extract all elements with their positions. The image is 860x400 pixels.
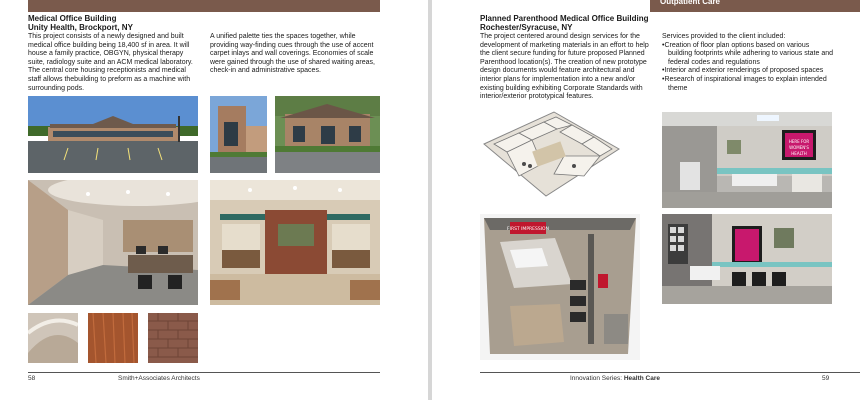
services-list <box>662 42 834 94</box>
description-col-1: The project centered around design services for the development of marketing materials in an effort to help the client secure funding for future proposed Planned Parenthood location(s). The creation of new prototype design documents would feature architectural and interior plans for implementation into a new and/or existing building exhibiting Corporate Standards with interior/exterior prototypical features. <box>480 33 649 101</box>
sign-text: FIRST IMPRESSION <box>507 227 549 232</box>
reception-first-impression-rendering <box>480 214 640 360</box>
left-footer-firm: Smith+Associates Architects <box>118 375 200 382</box>
floor-plan-3d-rendering <box>474 104 626 204</box>
right-header-bar <box>650 0 860 12</box>
brick-swatch <box>148 313 198 363</box>
services-column <box>662 33 834 93</box>
corridor-interior-photo <box>28 180 198 305</box>
title-line-1: Planned Parenthood Medical Office Building <box>480 14 649 23</box>
left-header-bar <box>28 0 380 12</box>
wood-panel-swatch <box>88 313 138 363</box>
project-title-left <box>28 14 133 32</box>
exterior-front-photo <box>28 96 198 173</box>
services-item: • Interior and exterior renderings of proposed spaces <box>662 67 834 76</box>
waiting-room-rendering <box>662 214 832 304</box>
section-label: Outpatient Care <box>660 0 721 6</box>
services-item: • Research of inspirational images to explain intended theme <box>662 76 834 93</box>
right-footer-series <box>570 375 660 382</box>
title-line-1: Medical Office Building <box>28 14 117 23</box>
right-page-number: 59 <box>822 375 830 382</box>
exam-room-rendering <box>662 112 832 208</box>
series-name: Innovation Series: <box>570 375 624 382</box>
left-page <box>0 0 428 400</box>
right-page <box>432 0 860 400</box>
poster-text: HERE FOR <box>788 139 810 144</box>
lobby-reception-photo <box>210 180 380 305</box>
right-footer-rule <box>480 372 860 373</box>
title-line-2: Unity Health, Brockport, NY <box>28 23 133 32</box>
poster-text-2: WOMEN'S <box>789 145 809 150</box>
title-line-2: Rochester/Syracuse, NY <box>480 23 573 32</box>
description-col-2: A unified palette ties the spaces together, while providing way-finding cues through the use of accent carpet inlays and wall coverings. Economies of scale were gained through the use of shared waiting areas, check-in and administrative spaces. <box>210 33 375 75</box>
poster-text-3: HEALTH <box>791 151 807 156</box>
project-title-right <box>480 14 648 32</box>
exterior-side-photo <box>275 96 380 173</box>
left-footer-rule <box>28 372 380 373</box>
description-col-1: This project consists of a newly designed and built medical office building being 18,400 sf in area. It will house a family practice, OBGYN, physical therapy suite, radiology suite and an ACM medical laboratory. The central core housing receptionists and medical staff allows thebuilding to preform as a machine with surrounding pods. <box>28 33 193 92</box>
left-page-number: 58 <box>28 375 36 382</box>
ceiling-detail-swatch <box>28 313 78 363</box>
services-item: • Creation of floor plan options based on various building footprints while adhering to various state and federal codes and regulations <box>662 42 834 68</box>
services-intro: Services provided to the client included: <box>662 33 786 40</box>
section-name: Health Care <box>623 375 660 382</box>
exterior-entry-photo <box>210 96 267 173</box>
